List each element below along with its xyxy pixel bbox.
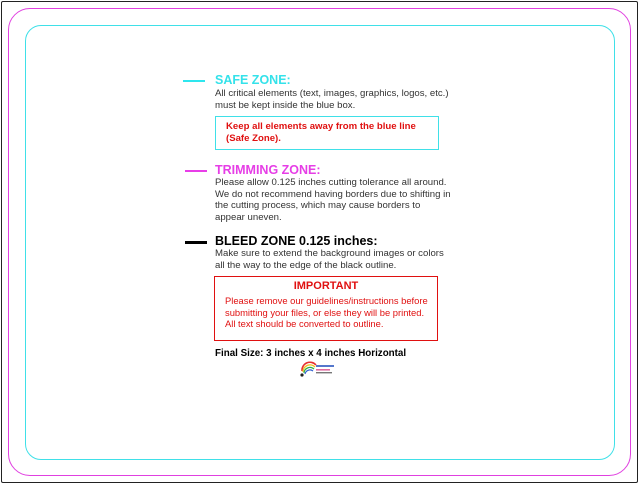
bleed-zone-heading: BLEED ZONE 0.125 inches: [215,234,378,248]
safe-zone-warning-line-2: (Safe Zone). [226,132,281,144]
important-line-2: submitting your files, or else they will be printed. [225,306,425,318]
trimming-zone-legend-line [185,170,207,172]
trimming-zone-line-3: the cutting process, which may cause borders to [215,200,421,212]
bleed-zone-description [215,248,455,271]
important-line-1: Please remove our guidelines/instructions before [225,295,428,306]
safe-zone-warning-line-1: Keep all elements away from the blue line [226,121,416,132]
important-line-3: All text should be converted to outline. [225,318,384,330]
safe-zone-description [215,88,455,111]
bleed-zone-line-1: Make sure to extend the background images or colors [215,248,444,259]
final-size-label: Final Size: 3 inches x 4 inches Horizontal [215,348,407,359]
important-text [225,295,428,330]
safe-zone-line-1: All critical elements (text, images, graphics, logos, etc.) [215,88,449,99]
safe-zone-warning-box [215,116,439,150]
company-logo-icon [296,360,338,378]
safe-zone-line-2: must be kept inside the blue box. [215,99,356,111]
safe-zone-warning-text [226,121,416,144]
bleed-zone-legend-line [185,241,207,244]
safe-zone-legend-line [183,80,205,82]
trimming-zone-line-1: Please allow 0.125 inches cutting tolerance all around. [215,177,447,188]
safe-zone-heading: SAFE ZONE: [215,73,291,87]
trimming-zone-line-4: appear uneven. [215,211,282,223]
trimming-zone-heading: TRIMMING ZONE: [215,163,321,177]
important-title: IMPORTANT [293,280,359,292]
bleed-zone-line-2: all the way to the edge of the black outline. [215,259,397,271]
trimming-zone-description [215,177,465,223]
trimming-zone-line-2: We do not recommend having borders due to shifting in [215,188,451,200]
important-notice-box [214,276,438,341]
